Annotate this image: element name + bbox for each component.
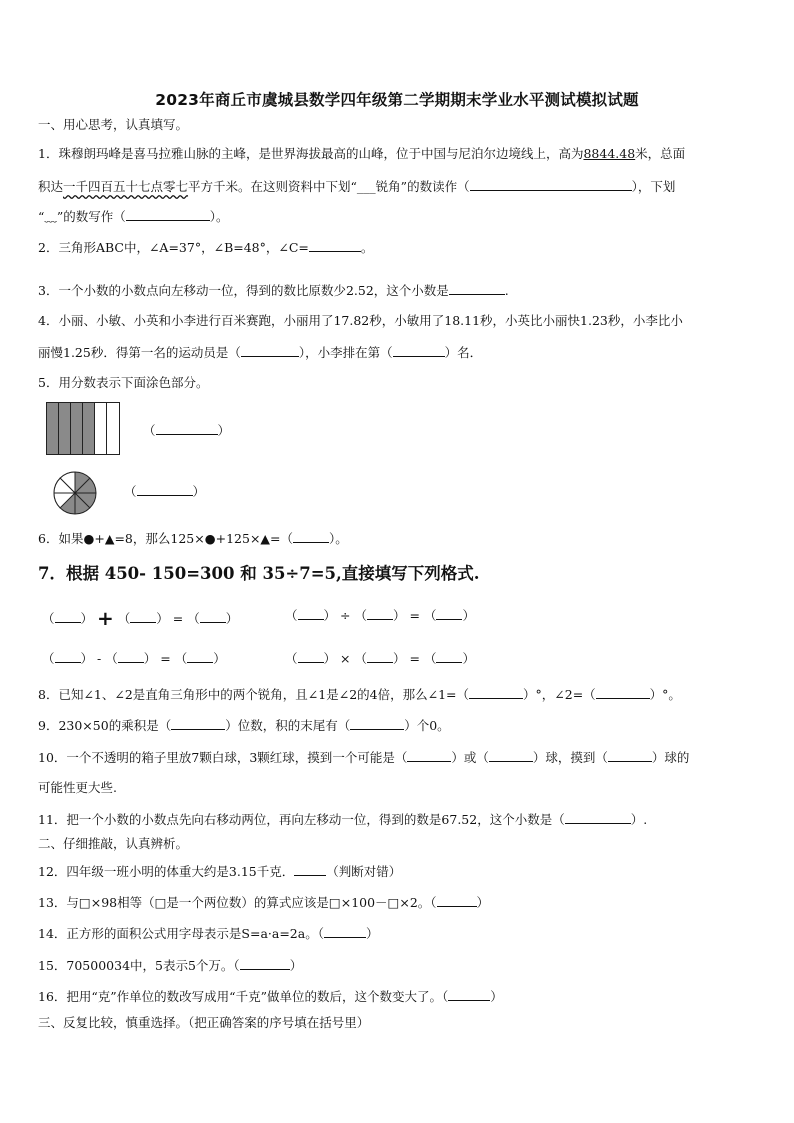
q1-text-b: 米，总面 <box>635 146 686 161</box>
rect-part-6 <box>107 403 120 455</box>
q2-text: 2．三角形ABC中，∠A=37°，∠B=48°，∠C= <box>38 240 309 255</box>
q9-text-c: ）个0。 <box>404 718 450 733</box>
q8-answer-blank-2[interactable] <box>596 686 650 699</box>
q12-text-b: （判断对错） <box>326 864 402 879</box>
q1-area-word: 一千四百五十七点零七 <box>63 179 189 194</box>
q7-blank-3[interactable] <box>200 610 226 623</box>
q12-answer-blank[interactable] <box>294 863 326 876</box>
q3-end: . <box>504 283 509 298</box>
q5-paren-close-2: ） <box>192 484 206 499</box>
q7-equation-mul: （ ） × （ ） = （ ） <box>285 651 475 666</box>
q7-blank-9[interactable] <box>187 650 213 663</box>
q6-end: ）。 <box>329 531 348 546</box>
q10-text-d: ）球的 <box>651 750 690 765</box>
question-9 <box>38 717 450 734</box>
q11-answer-blank[interactable] <box>565 811 631 824</box>
q4-text-a: 丽慢1.25秒．得第一名的运动员是（ <box>38 345 241 360</box>
minus-sign: - <box>97 651 102 666</box>
q14-answer-blank[interactable] <box>324 925 366 938</box>
q1-text-a: 1．珠穆朗玛峰是喜马拉雅山脉的主峰，是世界海拔最高的山峰，位于中国与尼泊尔边境线上，高为 <box>38 146 584 161</box>
q5-paren-close-1: ） <box>217 423 231 438</box>
q1-answer-blank-2[interactable] <box>126 208 210 221</box>
question-10-line-1 <box>38 749 689 766</box>
q6-text: 6．如果●+▲=8，那么125×●+125×▲=（ <box>38 531 294 546</box>
question-13 <box>38 894 489 911</box>
section-2-heading: 二、仔细推敲，认真辨析。 <box>38 836 189 851</box>
q1-text-d: 平方千米。在这则资料中下划“___锐角”的数读作（ <box>188 179 470 194</box>
question-5: 5．用分数表示下面涂色部分。 <box>38 375 209 390</box>
question-11 <box>38 811 647 828</box>
q1-height-value: 8844.48 <box>583 146 636 161</box>
q16-text-b: ） <box>490 989 503 1004</box>
shaded-circle-figure <box>52 470 98 516</box>
q15-answer-blank[interactable] <box>240 957 290 970</box>
question-4-line-2 <box>38 344 482 361</box>
q10-answer-blank-1[interactable] <box>407 749 451 762</box>
divide-sign: ÷ <box>340 608 351 623</box>
q9-answer-blank-1[interactable] <box>171 717 225 730</box>
q4-answer-blank-1[interactable] <box>241 344 299 357</box>
section-1-heading: 一、用心思考，认真填写。 <box>38 117 189 132</box>
q11-text-b: ）. <box>630 812 648 827</box>
question-16 <box>38 988 503 1005</box>
plus-sign: + <box>97 606 114 630</box>
q1-text-g: ”的数写作（ <box>56 209 126 224</box>
q16-answer-blank[interactable] <box>448 988 490 1001</box>
question-10-line-2: 可能性更大些. <box>38 780 117 795</box>
rect-part-1 <box>47 403 59 455</box>
question-7: 7．根据 450- 150=300 和 35÷7=5,直接填写下列格式. <box>38 564 480 583</box>
question-8 <box>38 686 681 703</box>
q14-text-b: ） <box>365 926 379 941</box>
q9-text-a: 9．230×50的乘积是（ <box>38 718 172 733</box>
q7-equation-div: （ ） ÷ （ ） = （ ） <box>285 608 475 623</box>
q7-blank-6[interactable] <box>436 607 462 620</box>
times-sign: × <box>340 651 351 666</box>
q5-answer-blank-2[interactable] <box>137 483 193 496</box>
q7-blank-10[interactable] <box>298 650 324 663</box>
q1-text-c: 积达 <box>38 179 64 194</box>
rect-part-5 <box>95 403 107 455</box>
q1-answer-blank-1[interactable] <box>470 178 632 191</box>
q8-text-c: ）°。 <box>649 687 681 702</box>
q7-blank-11[interactable] <box>367 650 393 663</box>
q11-text-a: 11．把一个小数的小数点先向右移动两位，再向左移动一位，得到的数是67.52，这个小数是（ <box>38 812 565 827</box>
q7-blank-12[interactable] <box>436 650 462 663</box>
q6-answer-blank[interactable] <box>293 530 329 543</box>
q1-text-e: ），下划 <box>631 179 676 194</box>
q4-answer-blank-2[interactable] <box>393 344 445 357</box>
q10-answer-blank-3[interactable] <box>608 749 652 762</box>
q4-text-c: ）名． <box>444 345 483 360</box>
exam-title: 2023年商丘市虞城县数学四年级第二学期期末学业水平测试模拟试题 <box>155 91 639 109</box>
question-12 <box>38 863 401 880</box>
q3-answer-blank[interactable] <box>449 282 505 295</box>
q7-blank-5[interactable] <box>367 607 393 620</box>
q1-text-h: ）。 <box>209 209 229 224</box>
rect-part-4 <box>83 403 95 455</box>
q7-blank-4[interactable] <box>298 607 324 620</box>
question-1-line-3 <box>38 208 229 225</box>
question-4-line-1: 4．小丽、小敏、小英和小李进行百米赛跑，小丽用了17.82秒，小敏用了18.11秒，小英比小丽快1.23秒，小李比小 <box>38 313 683 328</box>
question-3 <box>38 282 509 299</box>
q13-text-a: 13．与□×98相等（□是一个两位数）的算式应该是□×100－□×2。（ <box>38 895 437 910</box>
q10-text-c: ）球，摸到（ <box>532 750 608 765</box>
q10-text-a: 10．一个不透明的箱子里放7颗白球，3颗红球，摸到一个可能是（ <box>38 750 408 765</box>
q15-text-a: 15．70500034中，5表示5个万。（ <box>38 958 240 973</box>
q10-answer-blank-2[interactable] <box>489 749 533 762</box>
q7-blank-8[interactable] <box>118 650 144 663</box>
section-3-heading: 三、反复比较，慎重选择。（把正确答案的序号填在括号里） <box>38 1015 370 1030</box>
question-6 <box>38 530 348 547</box>
q16-text-a: 16．把用“克”作单位的数改写成用“千克”做单位的数后，这个数变大了。（ <box>38 989 449 1004</box>
q3-text: 3．一个小数的小数点向左移动一位，得到的数比原数少2.52，这个小数是 <box>38 283 449 298</box>
q2-answer-blank[interactable] <box>309 239 361 252</box>
question-1-line-1 <box>38 146 685 162</box>
q10-text-b: ）或（ <box>451 750 489 765</box>
rect-part-3 <box>71 403 83 455</box>
q15-text-b: ） <box>289 958 303 973</box>
q7-blank-1[interactable] <box>55 610 81 623</box>
q7-equation-add: （ ） + （ ） = （ ） <box>42 606 239 630</box>
q5-answer-2 <box>124 483 205 500</box>
q13-text-b: ） <box>476 895 490 910</box>
q9-answer-blank-2[interactable] <box>350 717 404 730</box>
rect-part-2 <box>59 403 71 455</box>
q7-blank-7[interactable] <box>55 650 81 663</box>
q9-text-b: ）位数，积的末尾有（ <box>225 718 351 733</box>
q5-paren-open-1: （ <box>143 423 156 438</box>
q4-text-b: ），小李排在第（ <box>298 345 393 360</box>
question-2 <box>38 239 373 256</box>
q1-text-f: “ <box>38 209 45 224</box>
q12-text-a: 12．四年级一班小明的体重大约是3.15千克． <box>38 864 295 879</box>
q5-paren-open-2: （ <box>124 484 137 499</box>
question-14 <box>38 925 378 942</box>
q14-text-a: 14．正方形的面积公式用字母表示是S=a·a=2a。（ <box>38 926 324 941</box>
q5-answer-1 <box>143 422 230 439</box>
shaded-rectangle-figure <box>46 402 124 456</box>
q13-answer-blank[interactable] <box>437 894 477 907</box>
q8-text-b: ）°，∠2=（ <box>523 687 596 702</box>
wave-underline-icon: ﹏ <box>44 209 57 224</box>
q5-answer-blank-1[interactable] <box>156 422 218 435</box>
q7-blank-2[interactable] <box>130 610 156 623</box>
q8-text-a: 8．已知∠1、∠2是直角三角形中的两个锐角，且∠1是∠2的4倍，那么∠1=（ <box>38 687 470 702</box>
q2-end: 。 <box>360 240 374 255</box>
question-15 <box>38 957 302 974</box>
q7-equation-sub: （ ） - （ ） = （ ） <box>42 651 226 666</box>
question-1-line-2 <box>38 178 675 195</box>
q8-answer-blank-1[interactable] <box>469 686 523 699</box>
